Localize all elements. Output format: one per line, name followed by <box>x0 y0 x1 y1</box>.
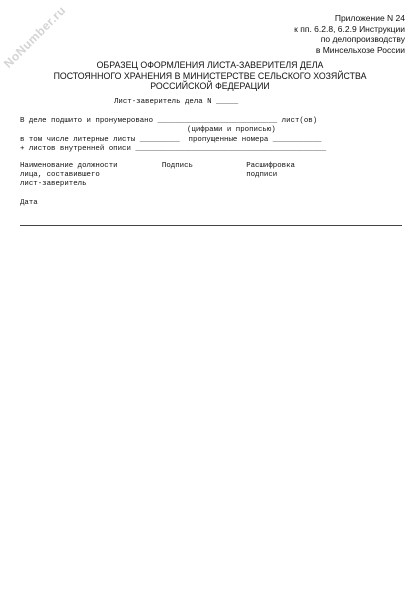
signature-header-row: Наименование должности Подпись Расшифровка <box>20 162 295 170</box>
inventory-sheets-line: + листов внутренней описи ___________________________________________ <box>20 145 327 153</box>
title-line: РОССИЙСКОЙ ФЕДЕРАЦИИ <box>150 81 270 91</box>
title-line: ОБРАЗЕЦ ОФОРМЛЕНИЯ ЛИСТА-ЗАВЕРИТЕЛЯ ДЕЛА <box>96 60 324 70</box>
title-line: ПОСТОЯННОГО ХРАНЕНИЯ В МИНИСТЕРСТВЕ СЕЛЬСКОГО ХОЗЯЙСТВА <box>53 70 367 81</box>
letter-sheets-line: в том числе литерные листы _________ пропущенные номера ___________ <box>20 136 322 144</box>
appendix-reference <box>215 13 405 55</box>
date-label: Дата <box>20 199 38 207</box>
bottom-rule <box>20 225 402 226</box>
form-heading: Лист-заверитель дела N _____ <box>114 98 239 106</box>
signature-header-row: лист-заверитель <box>20 180 87 188</box>
appendix-line: в Минсельхозе России <box>315 44 405 55</box>
signature-header-row: лица, составившего подписи <box>20 171 278 179</box>
appendix-line: по делопроизводству <box>320 34 405 44</box>
watermark: NoNumber.ru <box>0 3 69 71</box>
appendix-line: Приложение N 24 <box>334 13 405 23</box>
document-title <box>20 60 400 92</box>
pages-count-hint: (цифрами и прописью) <box>187 126 276 134</box>
pages-count-line: В деле подшито и пронумеровано ___________________________ лист(ов) <box>20 117 318 125</box>
appendix-line: к пп. 6.2.8, 6.2.9 Инструкции <box>294 23 405 34</box>
